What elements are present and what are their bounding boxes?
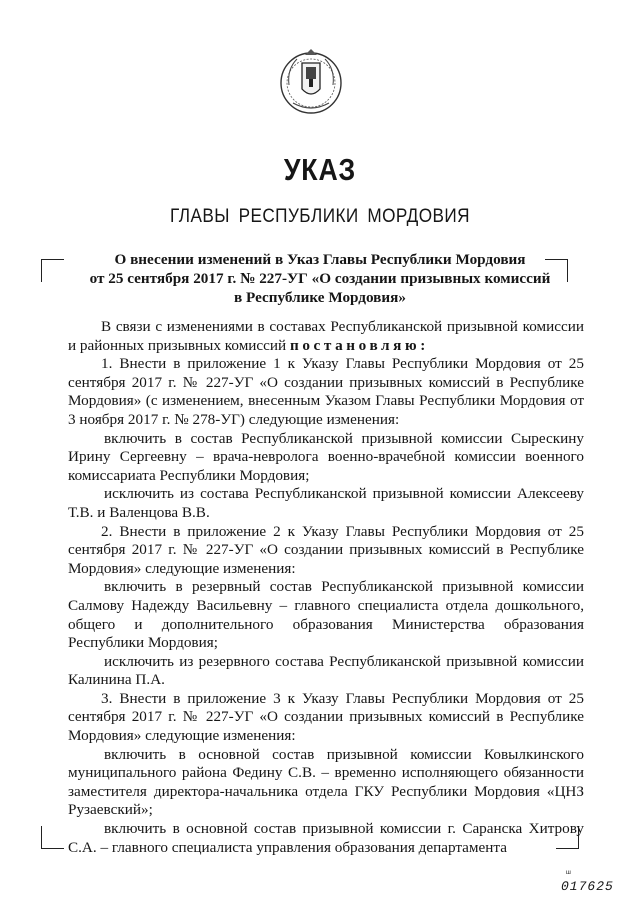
decree-body bbox=[68, 318, 584, 857]
intro-paragraph bbox=[68, 318, 584, 355]
paragraph-item-1-include: включить в состав Республиканской призывной комиссии Сырескину Ирину Сергеевну – врача-невролога военно-врачебной комиссии военного комиссариата Республики Мордовия; bbox=[68, 429, 584, 484]
paragraph-item-1: 1. Внести в приложение 1 к Указу Главы Республики Мордовия от 25 сентября 2017 г. № 227-УГ «О создании призывных комиссий в Республике Мордовия» (с изменением, внесенным Указом Главы Республики Мордовия от 3 ноября 2017 г. № 278-УГ) следующие изменения: bbox=[68, 355, 584, 428]
paragraph-item-1-exclude: исключить из состава Республиканской призывной комиссии Алексееву Т.В. и Валенцова В.В. bbox=[68, 485, 584, 521]
document-heading bbox=[80, 250, 560, 307]
paragraph-item-2-include: включить в резервный состав Республиканской призывной комиссии Салмову Надежду Васильевну – главного специалиста отдела дошкольного, общего и дополнительного образования Министерства образования Республики Мордовия; bbox=[68, 578, 584, 652]
paragraph-item-2-exclude: исключить из резервного состава Республиканской призывной комиссии Калинина П.А. bbox=[68, 652, 584, 689]
paragraph-item-3-include: включить в основной состав призывной комиссии Ковылкинского муниципального района Федину С.В. – временно исполняющего обязанности заместителя директора-начальника отдела ГКУ Республики Мордовия «ЦНЗ Рузаевский»; bbox=[68, 745, 584, 819]
intro-text: В связи с изменениями в составах Республиканской призывной комиссии и районных призывных комиссий bbox=[68, 318, 584, 354]
decree-title: УКАЗ bbox=[283, 152, 357, 187]
bracket-top-left bbox=[41, 259, 64, 282]
paragraph-item-3-include-2: включить в основной состав призывной комиссии г. Саранска Хитрову С.А. – главного специалиста управления образования департамента bbox=[68, 820, 584, 856]
heading-line: от 25 сентября 2017 г. № 227-УГ «О создании призывных комиссий bbox=[89, 270, 551, 287]
heading-line: О внесении изменений в Указ Главы Республики Мордовия bbox=[114, 251, 526, 268]
paragraph-item-3: 3. Внести в приложение 3 к Указу Главы Республики Мордовия от 25 сентября 2017 г. № 227-УГ «О создании призывных комиссий в Республике Мордовия» следующие изменения: bbox=[68, 689, 584, 745]
coat-of-arms-icon bbox=[275, 45, 347, 117]
paragraph-item-2: 2. Внести в приложение 2 к Указу Главы Республики Мордовия от 25 сентября 2017 г. № 227-УГ «О создании призывных комиссий в Республике Мордовия» следующие изменения: bbox=[68, 522, 584, 577]
document-number: 017625 bbox=[559, 879, 616, 894]
issuer-subtitle: ГЛАВЫ РЕСПУБЛИКИ МОРДОВИЯ bbox=[169, 205, 471, 227]
tiny-mark: ш bbox=[566, 870, 571, 876]
heading-line: в Республике Мордовия» bbox=[234, 289, 406, 306]
decree-word: постановляю: bbox=[289, 336, 429, 354]
bracket-bottom-left bbox=[41, 826, 64, 849]
